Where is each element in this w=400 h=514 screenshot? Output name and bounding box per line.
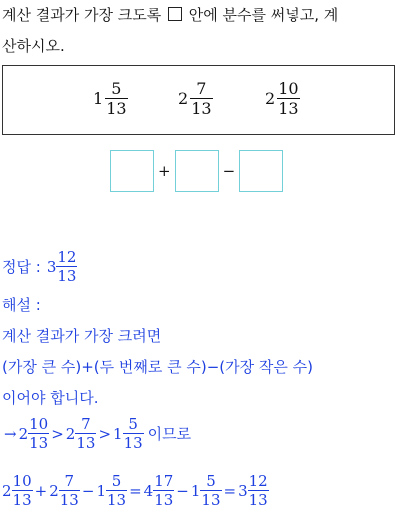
given-fraction-2: 2 $\frac{7}{13}$	[178, 79, 212, 118]
answer-value: 3 $\frac{12}{13}$	[46, 248, 77, 285]
blank-input-2[interactable]	[175, 150, 219, 192]
mixed-e: 3 $\frac{12}{13}$	[238, 472, 268, 509]
explanation-line-1: 계산 결과가 가장 크려면	[2, 327, 162, 345]
comparison-line: → 2 $\frac{10}{13}$ > 2 $\frac{7}{13}$ > 1 $\frac{5}{13}$ 이므로	[4, 415, 192, 452]
arrow-icon: →	[4, 424, 17, 443]
mixed-d: 4 $\frac{17}{13}$	[143, 472, 174, 509]
explanation-line-2: (가장 큰 수)+(두 번째로 큰 수)−(가장 작은 수)	[2, 358, 313, 376]
blank-input-1[interactable]	[110, 150, 154, 192]
given-fraction-1: 1 $\frac{5}{13}$	[93, 79, 127, 118]
plus-operator: +	[158, 162, 171, 180]
mixed-c: 1 $\frac{5}{13}$	[113, 415, 143, 452]
blank-square-icon	[168, 7, 182, 21]
calculation-line: 2 $\frac{10}{13}$ + 2 $\frac{7}{13}$ − 1 $\frac{5}{13}$ = 4 $\frac{17}{13}$ − 1 $\frac{5}{13}$ = 3 $\frac{12}{13}$	[2, 472, 268, 509]
question-line-1: 계산 결과가 가장 크도록 안에 분수를 써넣고, 계	[2, 6, 339, 24]
blank-input-3[interactable]	[239, 150, 283, 192]
answer-blanks	[110, 150, 283, 192]
mixed-a: 2 $\frac{10}{13}$	[18, 415, 49, 452]
question-line-2: 산하시오.	[2, 37, 65, 55]
given-fractions-box	[2, 65, 395, 135]
mixed-b: 2 $\frac{7}{13}$	[65, 415, 96, 452]
explanation-label: 해설 :	[2, 296, 41, 314]
given-fraction-3: 2 $\frac{10}{13}$	[265, 79, 299, 118]
answer-line	[2, 248, 77, 285]
explanation-line-3: 이어야 합니다.	[2, 389, 99, 407]
answer-label: 정답 :	[2, 258, 41, 276]
minus-operator: −	[222, 162, 236, 180]
